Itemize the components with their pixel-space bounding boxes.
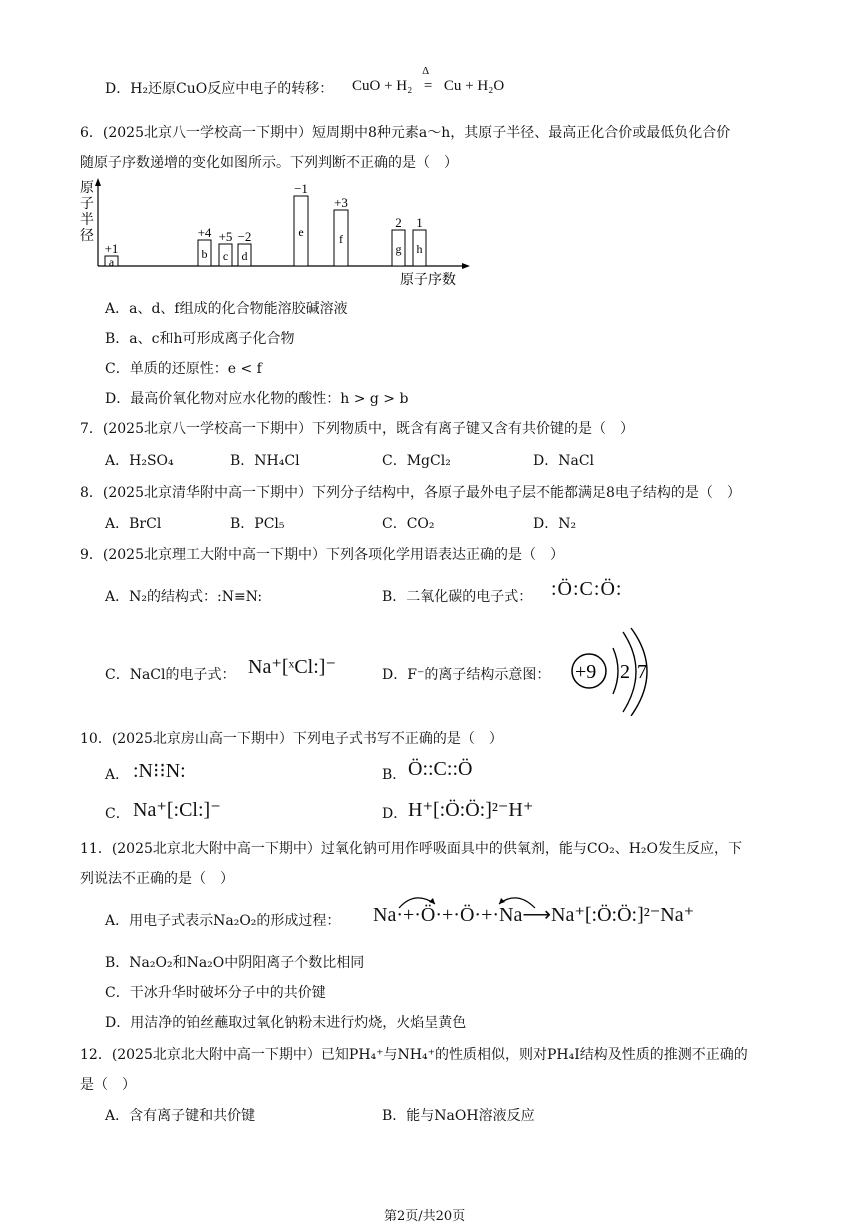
- q7-option-c-label: C．: [382, 453, 407, 469]
- q6-option-a: [105, 298, 348, 318]
- q5-option-d: [105, 78, 333, 98]
- q6-stem-line2: 随原子序数递增的变化如图所示。下列判断不正确的是（ ）: [80, 155, 458, 171]
- q10-option-b-formula: Ö::C::Ö: [408, 758, 473, 780]
- q10-option-c-label: C．: [105, 806, 130, 822]
- q7-option-d: [533, 450, 594, 470]
- q11-formula-arrow: ⟶: [522, 904, 551, 926]
- q7-option-a-text: H₂SO₄: [129, 453, 174, 469]
- q11-stem-line1: 11．(2025北京北大附中高一下期中）过氧化钠可用作呼吸面具中的供氧剂，能与CO₂、H₂O发生反应，下: [80, 841, 743, 857]
- q5-formula-left: CuO + H₂: [352, 78, 413, 94]
- q6-y-axis-label: 原: [80, 181, 94, 196]
- q11-formula-left: Na·+·Ö·+·Ö·+·Na: [373, 904, 523, 926]
- q8-stem: 8．(2025北京清华附中高一下期中）下列分子结构中，各原子最外电子层不能都满足8电子结构的是（ ）: [80, 485, 741, 501]
- q10-option-a-formula: :N⁝⁝N:: [133, 760, 186, 782]
- q6-bar-letter-c: c: [222, 249, 229, 263]
- q12-stem-line1: 12．(2025北京北大附中高一下期中）已知PH₄⁺与NH₄⁺的性质相似，则对PH₄I结构及性质的推测不正确的: [80, 1047, 748, 1063]
- q10-option-d-formula: H⁺[:Ö:Ö:]²⁻H⁺: [408, 799, 534, 821]
- page-number: 第2页/共20页: [384, 1209, 466, 1224]
- q7-stem: 7．(2025北京八一学校高一下期中）下列物质中，既含有离子键又含有共价键的是（ ）: [80, 421, 634, 437]
- q7-option-c: [382, 450, 451, 470]
- q6-option-b: [105, 328, 295, 348]
- q9-option-b-formula: :Ö:C:Ö:: [551, 578, 623, 600]
- q9-option-c: C．NaCl的电子式：: [105, 667, 236, 683]
- q8-option-c-text: CO₂: [406, 516, 435, 532]
- q10-option-d-label: D．: [382, 806, 408, 822]
- q6-bar-letter-a: a: [108, 255, 115, 269]
- q10-stem: 10．(2025北京房山高一下期中）下列电子式书写不正确的是（ ）: [80, 731, 503, 747]
- q6-option-b-label: B．: [105, 331, 130, 347]
- q6-y-axis-label-3: 半: [80, 213, 94, 228]
- q6-option-a-text: a、d、f组成的化合物能溶胶碱溶液: [129, 301, 348, 317]
- q6-bar-valence-a: +1: [104, 241, 119, 256]
- q6-y-axis-label-2: 子: [80, 197, 94, 212]
- q9-shell2-electrons: 7: [637, 661, 647, 683]
- q11-curved-arrow-right: [499, 898, 535, 908]
- q9-option-b: B．二氧化碳的电子式：: [382, 589, 533, 605]
- q8-option-a-text: BrCl: [129, 516, 162, 532]
- q9-option-a: A．N₂的结构式：:N≡N:: [105, 589, 263, 605]
- q11-option-c: C．干冰升华时破坏分子中的共价键: [105, 985, 326, 1001]
- q6-option-d: [105, 388, 408, 408]
- q11-option-b: B．Na₂O₂和Na₂O中阴阳离子个数比相同: [105, 955, 365, 971]
- q6-x-axis-arrow: [462, 263, 470, 269]
- q11-option-d: D．用洁净的铂丝蘸取过氧化钠粉末进行灼烧，火焰呈黄色: [105, 1015, 467, 1031]
- q6-bar-valence-h: 1: [416, 215, 423, 230]
- q11-option-a: A．用电子式表示Na₂O₂的形成过程：: [105, 913, 341, 929]
- q12-stem-line2: 是（ ）: [80, 1077, 136, 1093]
- q6-bar-valence-f: +3: [334, 195, 348, 210]
- q8-option-b-text: PCl₅: [254, 516, 285, 532]
- q6-option-b-text: a、c和h可形成离子化合物: [129, 331, 295, 347]
- q6-y-axis-arrow: [95, 178, 101, 186]
- q8-option-a: [105, 513, 161, 533]
- q11-stem-line2: 列说法不正确的是（ ）: [80, 871, 234, 887]
- q7-option-d-text: NaCl: [558, 453, 595, 469]
- q10-option-c-formula: Na⁺[:Cl:]⁻: [133, 799, 221, 821]
- q11-curved-arrow-left: [399, 898, 435, 908]
- q5-formula-right: Cu + H₂O: [443, 78, 505, 94]
- q5-option-d-label: D．: [105, 81, 131, 97]
- q6-option-d-text: 最高价氧化物对应水化物的酸性：h > g > b: [130, 391, 409, 407]
- q6-bars: [105, 181, 426, 269]
- q7-option-b-text: NH₄Cl: [254, 453, 300, 469]
- q8-option-d: [533, 513, 576, 533]
- q8-option-b-label: B．: [230, 516, 255, 532]
- q12-option-a: A．含有离子键和共价键: [105, 1108, 256, 1124]
- q6-option-a-label: A．: [105, 301, 130, 317]
- q9-ion-structure-diagram: [565, 626, 675, 716]
- q7-option-a-label: A．: [105, 453, 130, 469]
- q7-option-d-label: D．: [533, 453, 559, 469]
- q7-option-b: [230, 450, 300, 470]
- q7-option-c-text: MgCl₂: [406, 453, 451, 469]
- q6-bar-letter-b: b: [201, 247, 208, 261]
- q9-option-c-chloride: [ˣCl:]⁻: [281, 656, 337, 678]
- q6-bar-letter-e: e: [298, 225, 304, 239]
- q10-option-b-label: B．: [382, 767, 407, 783]
- q6-bar-valence-g: 2: [395, 215, 402, 230]
- q6-stem-line1: 6．(2025北京八一学校高一下期中）短周期中8种元素a～h，其原子半径、最高正化合价或最低负化合价: [80, 125, 731, 141]
- q10-option-a-label: A．: [105, 767, 130, 783]
- q7-option-a: [105, 450, 174, 470]
- q6-y-axis-label-4: 径: [80, 229, 94, 244]
- q6-bar-letter-d: d: [241, 249, 248, 263]
- q6-option-c-label: C．: [105, 361, 130, 377]
- q8-option-c: [382, 513, 435, 533]
- q9-option-c-sodium: Na⁺: [248, 656, 282, 678]
- q8-option-a-label: A．: [105, 516, 130, 532]
- q5-reaction-arrow: Δ =: [422, 65, 433, 94]
- q6-option-d-label: D．: [105, 391, 131, 407]
- q5-option-d-text: H₂还原CuO反应中电子的转移：: [130, 81, 334, 97]
- q6-bar-valence-c: +5: [218, 229, 233, 244]
- q6-bar-valence-d: −2: [237, 229, 252, 244]
- q6-bar-letter-g: g: [395, 242, 402, 256]
- q8-option-d-text: N₂: [558, 516, 577, 532]
- q9-nucleus-charge: +9: [575, 661, 597, 683]
- q11-formula-right: Na⁺[:Ö:Ö:]²⁻Na⁺: [551, 904, 695, 926]
- q8-option-d-label: D．: [533, 516, 559, 532]
- q5-heat-symbol: Δ: [422, 65, 430, 77]
- q7-option-b-label: B．: [230, 453, 255, 469]
- q6-option-c-text: 单质的还原性：e < f: [129, 361, 262, 377]
- q8-option-b: [230, 513, 285, 533]
- q12-option-b: B．能与NaOH溶液反应: [382, 1108, 535, 1124]
- q5-option-d-formula: [352, 65, 505, 95]
- q6-bar-letter-h: h: [416, 242, 423, 256]
- q9-shell1-electrons: 2: [620, 661, 630, 683]
- q9-option-d: D．F⁻的离子结构示意图：: [382, 667, 551, 683]
- q9-option-c-formula: [248, 654, 336, 679]
- q6-x-axis-label: 原子序数: [400, 273, 456, 288]
- q11-electron-transfer-arrows: [395, 890, 555, 912]
- q9-stem: 9．(2025北京理工大附中高一下期中）下列各项化学用语表达正确的是（ ）: [80, 547, 564, 563]
- q6-bar-valence-e: −1: [294, 181, 308, 196]
- q6-option-c: [105, 358, 262, 378]
- q9-shell-arc-1: [613, 648, 618, 694]
- q6-chart: [78, 178, 478, 290]
- q6-bar-valence-b: +4: [197, 225, 212, 240]
- q8-option-c-label: C．: [382, 516, 407, 532]
- q6-bar-letter-f: f: [339, 232, 343, 246]
